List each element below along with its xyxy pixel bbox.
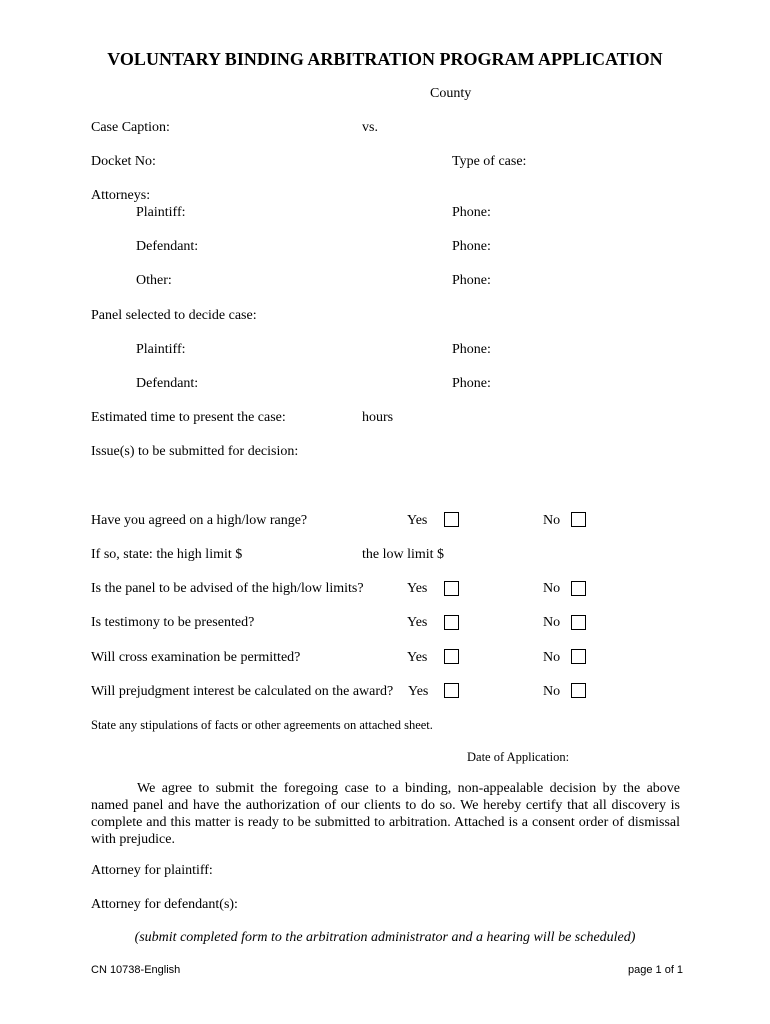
yes-label: Yes [407,650,428,665]
question-prejudgment: Will prejudgment interest be calculated on the award? [91,684,394,699]
panel-defendant-phone-label: Phone: [452,376,491,391]
attorney-plaintiff-signature-label: Attorney for plaintiff: [91,863,213,878]
form-title: VOLUNTARY BINDING ARBITRATION PROGRAM APPLICATION [107,49,663,69]
panel-plaintiff-phone-label: Phone: [452,342,491,357]
hours-label: hours [362,410,394,425]
no-label: No [543,650,561,665]
panel-advised-yes-checkbox[interactable] [444,581,459,596]
yes-label: Yes [407,615,428,630]
prejudgment-yes-checkbox[interactable] [444,683,459,698]
low-limit-label: the low limit $ [362,547,445,562]
panel-defendant-label: Defendant: [136,376,199,391]
yes-label: Yes [408,684,429,699]
cross-exam-no-checkbox[interactable] [571,649,586,664]
date-of-application-label: Date of Application: [467,750,570,764]
agreement-paragraph [91,780,680,848]
no-label: No [543,581,561,596]
attorneys-label: Attorneys: [91,188,151,203]
no-label: No [543,615,561,630]
question-testimony: Is testimony to be presented? [91,615,255,630]
page-number: page 1 of 1 [628,964,684,976]
attorney-plaintiff-phone-label: Phone: [452,205,491,220]
no-label: No [543,684,561,699]
county-label: County [430,86,472,101]
prejudgment-no-checkbox[interactable] [571,683,586,698]
issues-label: Issue(s) to be submitted for decision: [91,444,299,459]
panel-label: Panel selected to decide case: [91,308,257,323]
cross-exam-yes-checkbox[interactable] [444,649,459,664]
case-caption-label: Case Caption: [91,120,170,135]
attorney-plaintiff-label: Plaintiff: [136,205,186,220]
high-low-yes-checkbox[interactable] [444,512,459,527]
agreement-text: We agree to submit the foregoing case to a binding, non-appealable decision by the above named panel and have the authorization of our clients to do so. We hereby certify that all discovery is complete and this matter is ready to be submitted to arbitration. Attached is a consent order of dismissal with prejudice. [91,781,680,847]
attorney-other-phone-label: Phone: [452,273,491,288]
attorney-defendant-label: Defendant: [136,239,199,254]
form-id: CN 10738-English [91,964,181,976]
docket-label: Docket No: [91,154,156,169]
testimony-yes-checkbox[interactable] [444,615,459,630]
attorney-other-label: Other: [136,273,172,288]
question-panel-advised: Is the panel to be advised of the high/low limits? [91,581,364,596]
type-of-case-label: Type of case: [452,154,527,169]
submit-note: (submit completed form to the arbitration administrator and a hearing will be scheduled) [134,930,636,945]
high-low-no-checkbox[interactable] [571,512,586,527]
yes-label: Yes [407,513,428,528]
attorney-defendants-signature-label: Attorney for defendant(s): [91,897,238,912]
no-label: No [543,513,561,528]
panel-advised-no-checkbox[interactable] [571,581,586,596]
question-high-low-range: Have you agreed on a high/low range? [91,513,308,528]
stipulations-text: State any stipulations of facts or other agreements on attached sheet. [91,718,433,732]
high-limit-label: If so, state: the high limit $ [91,547,243,562]
estimated-time-label: Estimated time to present the case: [91,410,286,425]
yes-label: Yes [407,581,428,596]
testimony-no-checkbox[interactable] [571,615,586,630]
question-cross-exam: Will cross examination be permitted? [91,650,301,665]
panel-plaintiff-label: Plaintiff: [136,342,186,357]
attorney-defendant-phone-label: Phone: [452,239,491,254]
vs-label: vs. [362,120,378,135]
